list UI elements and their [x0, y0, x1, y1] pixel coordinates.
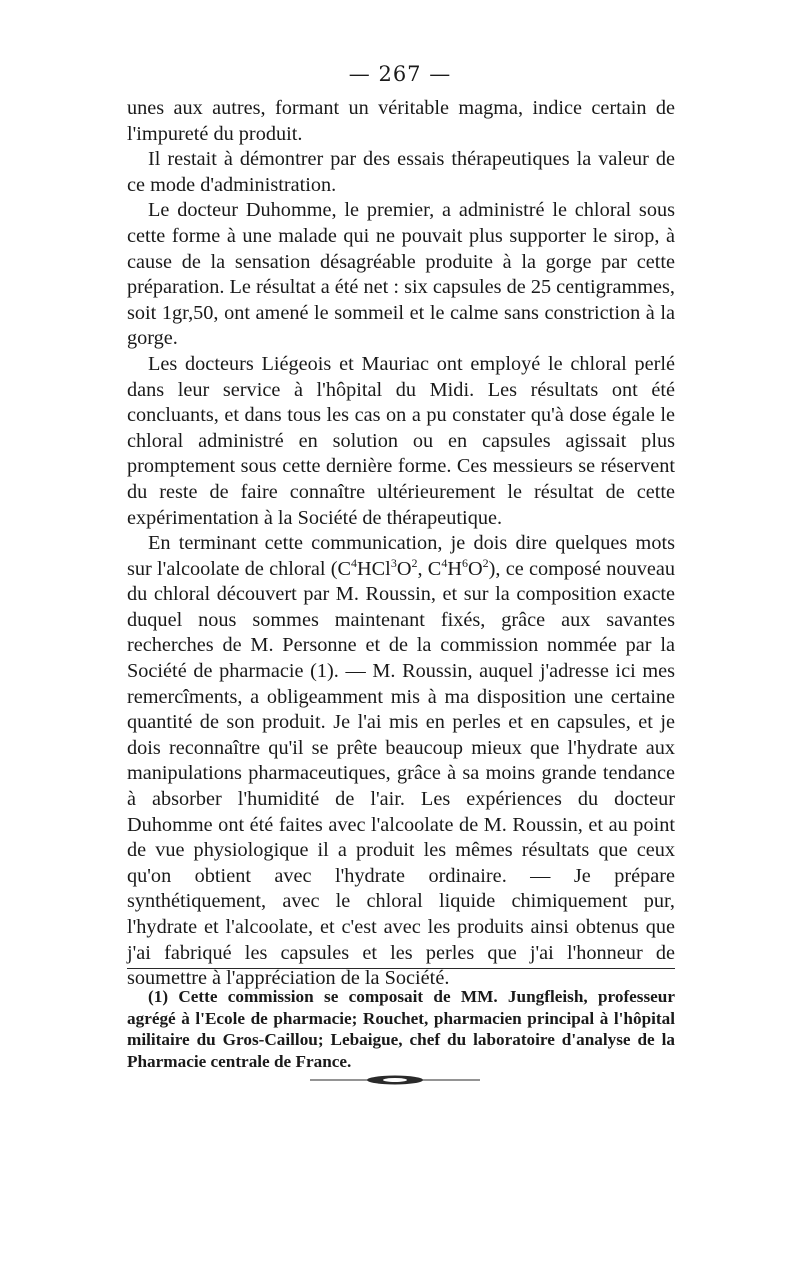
paragraph-4: Les docteurs Liégeois et Mauriac ont employé le chloral perlé dans leur service à l'hôpital du Midi. Les résultats ont été concluants, et dans tous les cas on a pu constater qu'à dose égale le chloral administré en solution ou en capsules agissait plus promptement sous cette dernière forme. Ces messieurs se réservent du reste de faire connaître ultérieurement le résultat de cette expérimentation à la Société de thérapeutique. — [127, 352, 675, 529]
paragraph-1: unes aux autres, formant un véritable magma, indice certain de l'impureté du produit. — [127, 97, 675, 145]
main-text — [127, 96, 675, 992]
paragraph-3: Le docteur Duhomme, le premier, a administré le chloral sous cette forme à une malade qui ne pouvait plus supporter le sirop, à cause de la sensation désagréable produite à la gorge par cette préparation. Le résultat a été net : six capsules de 25 centigrammes, soit 1gr,50, ont amené le sommeil et le calme sans constriction à la gorge. — [127, 199, 675, 350]
paragraph-5-start: En terminant cette communication, je dois dire quelques mots sur l'alcoolate de chloral ( — [127, 532, 675, 580]
paragraph-2: Il restait à démontrer par des essais thérapeutiques la valeur de ce mode d'administration. — [127, 148, 675, 196]
footnotes — [127, 986, 675, 1072]
footnote-marker: (1) — [148, 987, 169, 1006]
footnote-text: Cette commission se composait de MM. Jungfleish, professeur agrégé à l'Ecole de pharmacie; Rouchet, pharmacien principal à l'hôpital militaire du Gros-Caillou; Lebaigue, chef du laboratoire d'analyse de la Pharmacie centrale de France. — [127, 987, 675, 1071]
paragraph-5-rest: ), ce composé nouveau du chloral découvert par M. Roussin, et sur la composition exacte duquel nous sommes maintenant fixés, grâce aux savantes recherches de M. Personne et de la commission nommée par la Société de pharmacie (1). — M. Roussin, auquel j'adresse ici mes remercîments, a obligeamment mis à ma disposition une certaine quantité de son produit. Je l'ai mis en perles et en capsules, et je dois reconnaître qu'il se prête beaucoup mieux que l'hydrate aux manipulations pharmaceutiques, grâce à sa moins grande tendance à absorber l'humidité de l'air. Les expériences du docteur Duhomme ont été faites avec l'alcoolate de M. Roussin, et au point de vue physiologique il a produit les mêmes résultats que ceux qu'on obtient avec l'hydrate ordinaire. — Je prépare synthétiquement, avec le chloral liquide chimiquement pur, l'hydrate et l'alcoolate, et c'est avec les produits ainsi obtenus que j'ai fabriqué les capsules et les perles que j'ai l'honneur de soumettre à l'appréciation de la Société. — [127, 557, 676, 990]
footnote-1 — [127, 986, 675, 1072]
paragraph-5 — [127, 531, 675, 992]
chemical-formula-1: $C^4HCl^3O^2$ — [337, 555, 418, 580]
footnote-divider — [127, 968, 675, 969]
page-number: — 267 — — [348, 62, 452, 86]
fleuron-ornament-icon — [310, 1074, 480, 1086]
formula-separator: , — [417, 557, 428, 580]
chemical-formula-2: $C^4H^6O^2$ — [427, 555, 489, 580]
